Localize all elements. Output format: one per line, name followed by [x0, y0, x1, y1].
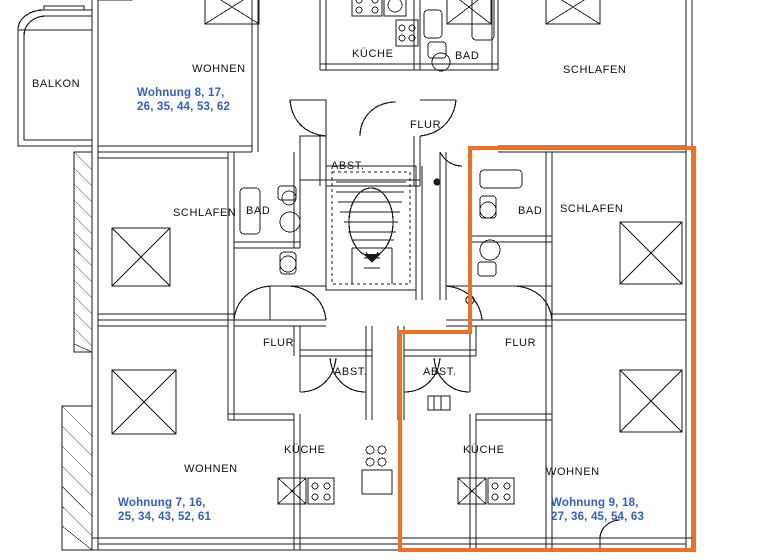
room-label-bad-mid-right: BAD: [518, 205, 543, 217]
room-label-wohnen-top-left: WOHNEN: [192, 63, 246, 75]
room-label-abst-top: ABST.: [331, 160, 365, 172]
apartment-label-line1: Wohnung 7, 16,: [118, 497, 206, 509]
apartment-label-wohnung-9: [551, 496, 644, 524]
room-label-abst-left: ABST.: [334, 366, 368, 378]
room-label-schlafen-mid-left: SCHLAFEN: [173, 207, 237, 219]
room-label-bad-mid-left: BAD: [246, 205, 271, 217]
apartment-label-line2: 25, 34, 43, 52, 61: [118, 511, 212, 523]
apartment-label-line1: Wohnung 8, 17,: [137, 87, 225, 99]
apartment-label-wohnung-7: [118, 496, 211, 524]
room-label-kueche-bottom-right: KÜCHE: [463, 444, 505, 456]
room-label-wohnen-bottom-right: WOHNEN: [546, 466, 600, 478]
room-label-bad-top-right: BAD: [455, 50, 480, 62]
room-label-kueche-top-left: KÜCHE: [352, 48, 394, 60]
room-label-kueche-bottom-left: KÜCHE: [284, 444, 326, 456]
room-label-flur-top: FLUR: [410, 119, 442, 131]
selected-apartment-outline: [400, 148, 694, 550]
room-label-balkon: BALKON: [32, 78, 81, 90]
room-label-schlafen-mid-right: SCHLAFEN: [560, 203, 624, 215]
room-label-wohnen-bottom-left: WOHNEN: [184, 463, 238, 475]
room-label-abst-right: ABST.: [423, 366, 457, 378]
room-label-schlafen-top-right: SCHLAFEN: [563, 64, 627, 76]
room-label-flur-left: FLUR: [263, 337, 295, 349]
apartment-label-line2: 26, 35, 44, 53, 62: [137, 101, 231, 113]
room-label-flur-right: FLUR: [505, 337, 537, 349]
apartment-label-line1: Wohnung 9, 18,: [551, 497, 639, 509]
apartment-label-line2: 27, 36, 45, 54, 63: [551, 511, 645, 523]
apartment-label-wohnung-8: [137, 86, 230, 114]
